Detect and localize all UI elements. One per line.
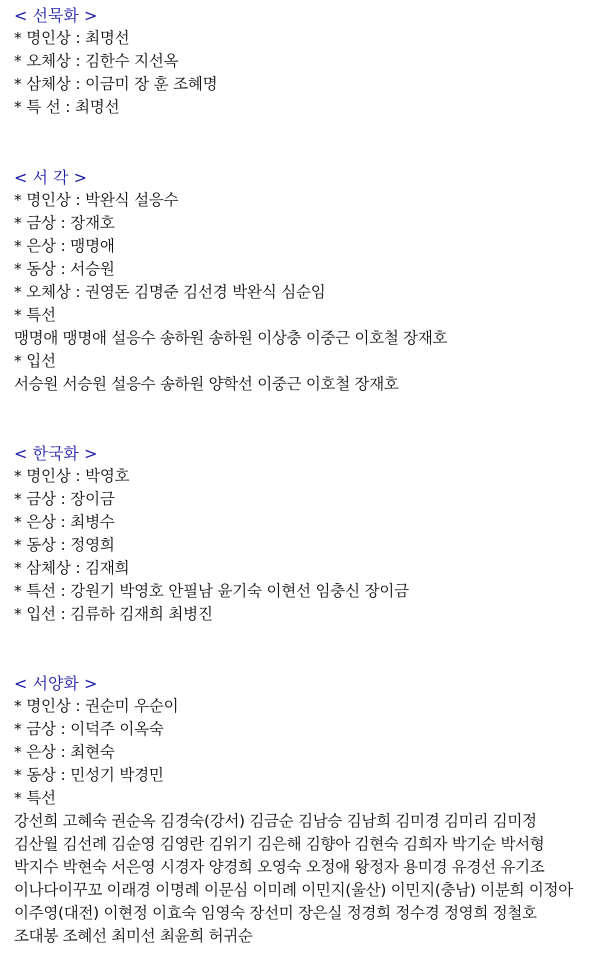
award-line: * 삼체상 : 김재희 [14,559,130,577]
section-spacer [14,626,594,672]
section-title: < 서 각 > [14,168,87,187]
special-winners-list: 강선희 고혜숙 권순옥 김경숙(강서) 김금순 김남승 김남희 김미경 김미리 김미정 김산월 김선례 김순영 김영란 김위기 김은해 김향아 김현숙 김희자 박기순 박서형 박지수 박현숙 서은영 시경자 양경희 오영숙 오정애 왕정자 용미경 유경선 유기조 이나다이꾸꼬 이래경 이명례 이문심 이미례 이민지(울산) 이민지(충남) 이분희 이정아 이주영(대전) 이현정 이효숙 임영숙 장선미 장은실 정경희 정수경 정영희 정철호 조대봉 조혜선 최미선 최윤희 허귀순 [14,812,573,945]
section-seonmukhwa [14,4,594,119]
award-line: * 입선 : 김류하 김재희 최병진 [14,605,213,623]
award-line: * 오체상 : 김한수 지선옥 [14,52,179,70]
special-winners-list: 맹명애 맹명애 설응수 송하원 송하원 이상충 이중근 이호철 장재호 [14,329,448,347]
award-line: * 은상 : 최병수 [14,513,115,531]
award-line: * 특 선 : 최명선 [14,98,120,116]
award-line: * 특선 [14,789,56,807]
section-spacer [14,396,594,442]
section-title: < 선묵화 > [14,6,98,25]
award-line: * 삼체상 : 이금미 장 훈 조혜명 [14,75,218,93]
award-line: * 금상 : 장이금 [14,490,115,508]
award-line: * 명인상 : 권순미 우순이 [14,697,179,715]
entry-label: * 입선 [14,352,56,370]
award-line: * 명인상 : 박완식 설응수 [14,191,179,209]
award-line: * 동상 : 민성기 박경민 [14,766,164,784]
section-seoyanghwa [14,672,594,948]
section-hangukhwa [14,442,594,626]
award-line: * 은상 : 맹명애 [14,237,115,255]
award-line: * 특선 : 강원기 박영호 안필남 윤기숙 이현선 임충신 장이금 [14,582,409,600]
entry-winners-list: 서승원 서승원 설응수 송하원 양학선 이중근 이호철 장재호 [14,375,399,393]
section-spacer [14,119,594,166]
section-seogak [14,166,594,396]
section-title: < 서양화 > [14,674,98,693]
award-line: * 은상 : 최현숙 [14,743,115,761]
award-line: * 오체상 : 권영돈 김명준 김선경 박완식 심순임 [14,283,326,301]
award-line: * 금상 : 이덕주 이옥숙 [14,720,164,738]
section-title: < 한국화 > [14,444,98,463]
award-line: * 명인상 : 최명선 [14,29,130,47]
award-list-document [14,4,594,948]
award-line: * 명인상 : 박영호 [14,467,130,485]
award-line: * 동상 : 서승원 [14,260,115,278]
award-line: * 금상 : 장재호 [14,214,115,232]
award-line: * 특선 [14,306,56,324]
award-line: * 동상 : 정영희 [14,536,115,554]
